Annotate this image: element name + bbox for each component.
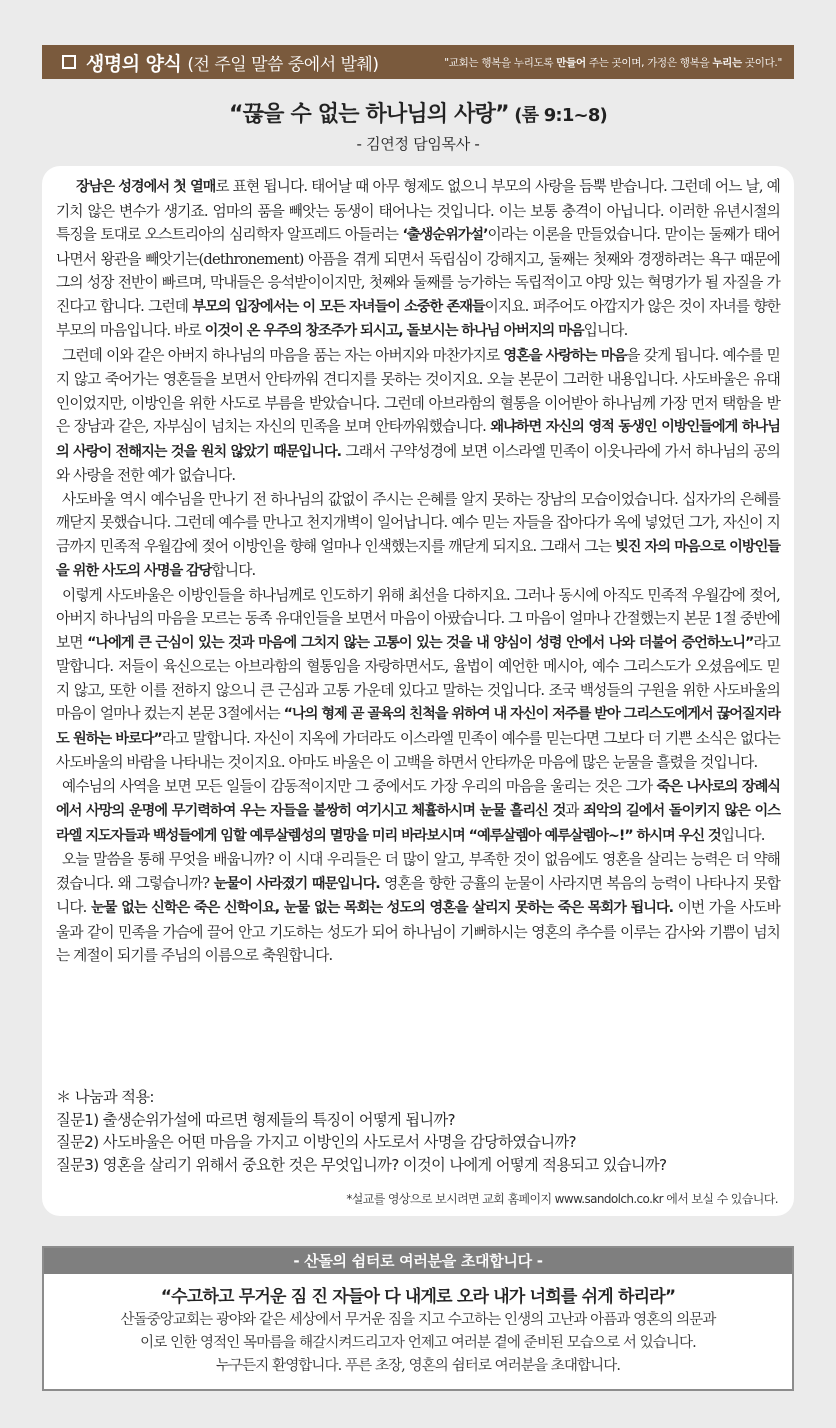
- invitation-line: 누구든지 환영합니다. 푸른 초장, 영혼의 쉼터로 여러분을 초대합니다.: [215, 1358, 621, 1374]
- section-title: 생명의 양식: [86, 52, 182, 75]
- paragraph: 사도바울 역시 예수님을 만나기 전 하나님의 값없이 주시는 은혜를 알지 못하는 장남의 모습이었습니다. 십자가의 은혜를 깨닫지 못했습니다. 그런데 예수를 만나고 천지개벽이 일어납니다. 예수 믿는 자들을 잡아다가 옥에 넣었던 그가, 자신이 지금까지 민족적 우월감에 젖어 이방인을 향해 얼마나 인색했는지를 깨닫게 되지요. 그래서 그는 빚진 자의 마음으로 이방인들을 위한 사도의 사명을 감당합니다.: [56, 490, 781, 579]
- question-3: 질문3) 영혼을 살리기 위해서 중요한 것은 무엇입니까? 이것이 나에게 어떻게 적용되고 있습니까?: [56, 1155, 667, 1174]
- header-quote: "교회는 행복을 누리도록 만들어 주는 곳이며, 가정은 행복을 누리는 곳이다.": [444, 56, 782, 69]
- video-note: *설교를 영상으로 보시려면 교회 홈페이지 www.sandolch.co.kr 에서 보실 수 있습니다.: [346, 1192, 778, 1206]
- square-icon: [62, 55, 76, 69]
- paragraph: 장남은 성경에서 첫 열매로 표현 됩니다. 태어날 때 아무 형제도 없으니 부모의 사랑을 듬뿍 받습니다. 그런데 어느 날, 예기치 않은 변수가 생기죠. 엄마의 품을 빼앗는 동생이 태어나는 것입니다. 이는 보통 충격이 아닙니다. 이러한 유년시절의 특징을 토대로 오스트리아의 심리학자 알프레드 아들러는 ‘출생순위가설’이라는 이론을 만들었습니다. 맏이는 둘째가 태어나면서 왕관을 빼앗기는(dethronement) 아픔을 겪게 되면서 독립심이 강해지고, 둘째는 첫째와 경쟁하려는 욕구 때문에 그의 성장 전반이 빠르며, 막내들은 응석받이이지만, 첫째와 둘째를 능가하는 독립적이고 야망 있는 혁명가가 될 자질을 가진다고 합니다. 그런데 부모의 입장에서는 이 모든 자녀들이 소중한 존재들이지요. 퍼주어도 아깝지가 않은 것이 자녀를 향한 부모의 마음입니다. 바로 이것이 온 우주의 창조주가 되시고, 돌보시는 하나님 아버지의 마음입니다.: [56, 178, 781, 339]
- invitation-line: 산돌중앙교회는 광야와 같은 세상에서 무거운 짐을 지고 수고하는 인생의 고난과 아픔과 영혼의 의문과: [120, 1312, 716, 1328]
- sharing-heading: ＊ 나눔과 적용:: [56, 1088, 154, 1106]
- paragraph: 오늘 말씀을 통해 무엇을 배웁니까? 이 시대 우리들은 더 많이 알고, 부족한 것이 없음에도 영혼을 살리는 능력은 더 약해졌습니다. 왜 그렇습니까? 눈물이 사라졌기 때문입니다. 영혼을 향한 긍휼의 눈물이 사라지면 복음의 능력이 나타나지 못합니다. 눈물 없는 신학은 죽은 신학이요, 눈물 없는 목회는 성도의 영혼을 살리지 못하는 죽은 목회가 됩니다. 이번 가을 사도바울과 같이 민족을 가슴에 끌어 안고 기도하는 성도가 되어 하나님이 기뻐하시는 영혼의 추수를 이루는 감사와 기쁨이 넘치는 계절이 되기를 주님의 이름으로 축원합니다.: [56, 851, 781, 964]
- paragraph: 예수님의 사역을 보면 모든 일들이 감동적이지만 그 중에서도 가장 우리의 마음을 울리는 것은 그가 죽은 나사로의 장례식에서 사망의 운명에 무기력하여 우는 자들을 불쌍히 여기시고 체휼하시며 눈물 흘리신 것과 죄악의 길에서 돌이키지 않은 이스라엘 지도자들과 백성들에게 임할 예루살렘성의 멸망을 미리 바라보시며 “예루살렘아 예루살렘아~!” 하시며 우신 것입니다.: [56, 777, 780, 844]
- invitation-text: [44, 1309, 792, 1378]
- pastor-name: - 김연정 담임목사 -: [356, 135, 480, 153]
- invitation-quote: “수고하고 무거운 짐 진 자들아 다 내게로 오라 내가 너희를 쉬게 하리라”: [160, 1287, 676, 1307]
- paragraph: 그런데 이와 같은 아버지 하나님의 마음을 품는 자는 아버지와 마찬가지로 영혼을 사랑하는 마음을 갖게 됩니다. 예수를 믿지 않고 죽어가는 영혼들을 보면서 안타까워 견디지를 못하는 것이지요. 오늘 본문이 그러한 내용입니다. 사도바울은 유대인이었지만, 이방인을 위한 사도로 부름을 받았습니다. 그런데 아브라함의 혈통을 이어받아 하나님께 가장 먼저 택함을 받은 장남과 같은, 자부심이 넘치는 자신의 민족을 보며 안타까워했습니다. 왜냐하면 자신의 영적 동생인 이방인들에게 하나님의 사랑이 전해지는 것을 원치 않았기 때문입니다. 그래서 구약성경에 보면 이스라엘 민족이 이웃나라에 가서 하나님의 공의와 사랑을 전한 예가 없습니다.: [56, 346, 780, 484]
- sharing-section: [56, 1086, 786, 1176]
- paragraph: 이렇게 사도바울은 이방인들을 하나님께로 인도하기 위해 최선을 다하지요. 그러나 동시에 아직도 민족적 우월감에 젖어, 아버지 하나님의 마음을 모르는 동족 유대인들을 보면서 마음이 아팠습니다. 그 마음이 얼마나 간절했는지 본문 1절 중반에 보면 “나에게 큰 근심이 있는 것과 마음에 그치지 않는 고통이 있는 것을 내 양심이 성령 안에서 나와 더불어 증언하노니”라고 말합니다. 저들이 육신으로는 아브라함의 혈통임을 자랑하면서도, 율법이 예언한 메시아, 예수 그리스도가 오셨음에도 믿지 않고, 또한 이를 전하지 않으니 큰 근심과 고통 가운데 있다고 말하는 것입니다. 조국 백성들의 구원을 위한 사도바울의 마음이 얼마나 컸는지 본문 3절에서는 “나의 형제 곧 골육의 친척을 위하여 내 자신이 저주를 받아 그리스도에게서 끊어질지라도 원하는 바로다”라고 말합니다. 자신이 지옥에 가더라도 이스라엘 민족이 예수를 믿는다면 그보다 더 기쁜 소식은 없다는 사도바울의 바람을 나타내는 것이지요. 아마도 바울은 이 고백을 하면서 안타까운 마음에 많은 눈물을 흘렸을 것입니다.: [56, 586, 781, 771]
- section-header-bar: [42, 45, 794, 79]
- sermon-body: [56, 175, 780, 968]
- invitation-line: 이로 인한 영적인 목마름을 해갈시켜드리고자 언제고 여러분 곁에 준비된 모습으로 서 있습니다.: [140, 1335, 696, 1351]
- invitation-box: [42, 1246, 794, 1391]
- question-1: 질문1) 출생순위가설에 따르면 형제들의 특징이 어떻게 됩니까?: [56, 1110, 455, 1129]
- section-subtitle: (전 주일 말씀 중에서 발췌): [187, 54, 379, 75]
- question-2: 질문2) 사도바울은 어떤 마음을 가지고 이방인의 사도로서 사명을 감당하였습니까?: [56, 1133, 577, 1152]
- sermon-title: “끊을 수 없는 하나님의 사랑” (롬 9:1~8): [229, 102, 607, 127]
- invitation-heading: - 산돌의 쉼터로 여러분을 초대합니다 -: [44, 1248, 792, 1274]
- scripture-reference: (롬 9:1~8): [508, 105, 607, 126]
